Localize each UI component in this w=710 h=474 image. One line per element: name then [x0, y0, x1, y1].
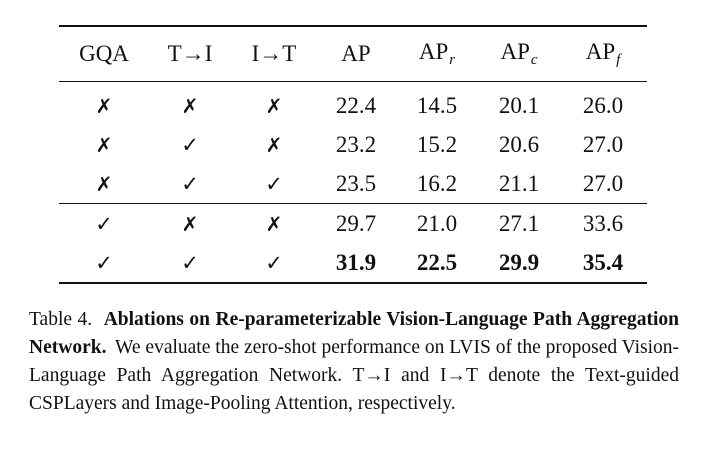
cell-ap-rare: 15.2 [416, 131, 458, 157]
cell-image-to-text [231, 164, 317, 204]
table-row [59, 125, 647, 164]
cell-ap-rare: 21.0 [416, 210, 458, 236]
cell-image-to-text [231, 243, 317, 283]
header-text-to-image: T→I [167, 41, 213, 66]
cross-icon: ✗ [181, 211, 199, 236]
caption-label: Table 4. [29, 309, 93, 330]
table-row [59, 243, 647, 283]
cross-icon: ✗ [95, 171, 113, 196]
cell-ap-frequent: 27.0 [582, 170, 624, 196]
cell-text-to-image [149, 164, 231, 204]
cell-gqa [59, 243, 149, 283]
cell-ap-common: 29.9 [498, 249, 540, 275]
table-row [59, 164, 647, 204]
cell-ap-frequent: 27.0 [582, 131, 624, 157]
cell-ap-common: 21.1 [498, 170, 540, 196]
cell-ap: 29.7 [335, 210, 377, 236]
header-ap-frequent: $AP_f$ [585, 39, 621, 68]
cell-ap-rare: 14.5 [416, 92, 458, 118]
cell-text-to-image [149, 125, 231, 164]
check-icon: ✓ [181, 250, 199, 275]
cell-image-to-text [231, 125, 317, 164]
cell-ap-frequent: 26.0 [582, 92, 624, 118]
table-row [59, 82, 647, 126]
header-image-to-text: I→T [251, 41, 297, 66]
check-icon: ✓ [181, 132, 199, 157]
check-icon: ✓ [95, 250, 113, 275]
cross-icon: ✗ [181, 93, 199, 118]
header-ap-common: $AP_c$ [500, 39, 538, 68]
cell-ap-common: 20.1 [498, 92, 540, 118]
cell-ap-frequent: 33.6 [582, 210, 624, 236]
cell-text-to-image [149, 82, 231, 126]
table-row [59, 204, 647, 244]
cell-gqa [59, 164, 149, 204]
cell-text-to-image [149, 243, 231, 283]
cell-ap-frequent: 35.4 [582, 249, 624, 275]
check-icon: ✓ [95, 211, 113, 236]
cell-image-to-text [231, 82, 317, 126]
header-ap: AP [341, 41, 371, 66]
header-ap-rare: $AP_r$ [418, 39, 456, 68]
check-icon: ✓ [181, 171, 199, 196]
cross-icon: ✗ [95, 132, 113, 157]
cell-ap-common: 27.1 [498, 210, 540, 236]
cell-gqa [59, 82, 149, 126]
ablation-table-container [59, 25, 647, 284]
header-gqa: GQA [79, 41, 129, 66]
cell-ap: 31.9 [335, 249, 377, 275]
check-icon: ✓ [265, 250, 283, 275]
cell-ap-rare: 16.2 [416, 170, 458, 196]
cell-gqa [59, 125, 149, 164]
caption-title: Ablations on Re-parameterizable Vision-Language Path Aggregation Network. [29, 309, 680, 358]
cross-icon: ✗ [265, 132, 283, 157]
check-icon: ✓ [265, 171, 283, 196]
cell-image-to-text [231, 204, 317, 244]
cell-ap: 23.5 [335, 170, 377, 196]
table-caption [29, 306, 679, 418]
cell-ap-common: 20.6 [498, 131, 540, 157]
cell-ap: 22.4 [335, 92, 377, 118]
table-header-row [59, 26, 647, 82]
cross-icon: ✗ [265, 211, 283, 236]
cell-ap-rare: 22.5 [416, 249, 458, 275]
ablation-table [59, 25, 647, 284]
cell-gqa [59, 204, 149, 244]
cell-text-to-image [149, 204, 231, 244]
caption-body: We evaluate the zero-shot performance on LVIS of the proposed Vision-Language Path Aggregation Network. T→I and I→T denote the Text-guided CSPLayers and Image-Pooling Attention, respectively. [29, 337, 679, 414]
cross-icon: ✗ [265, 93, 283, 118]
cell-ap: 23.2 [335, 131, 377, 157]
cross-icon: ✗ [95, 93, 113, 118]
